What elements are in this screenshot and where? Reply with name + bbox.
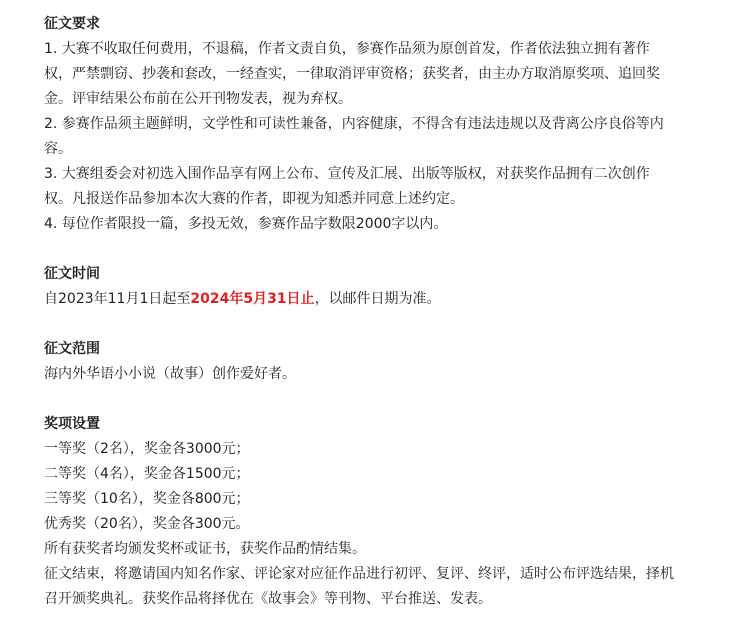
award-line-third: 三等奖（10名），奖金各800元； [44,491,250,507]
award-judging-note: 召开颁奖典礼。获奖作品将择优在《故事会》等刊物、平台推送、发表。 [44,591,492,607]
scope-text: 海内外华语小小说（故事）创作爱好者。 [44,366,296,382]
award-judging-note: 征文结束，将邀请国内知名作家、评论家对应征作品进行初评、复评、终评，适时公布评选结果，择机 [44,566,674,582]
time-text [44,287,707,312]
requirements-line: 权，严禁剽窃、抄袭和套改，一经查实，一律取消评审资格；获奖者，由主办方取消原奖项、追回奖 [44,66,660,82]
requirements-line: 金。评审结果公布前在公开刊物发表，视为弃权。 [44,91,352,107]
scope-section [44,337,707,387]
requirements-heading: 征文要求 [44,16,100,32]
time-section [44,262,707,312]
requirements-section [44,12,707,237]
award-line-excellence: 优秀奖（20名），奖金各300元。 [44,516,250,532]
requirements-line: 4. 每位作者限投一篇，多投无效，参赛作品字数限2000字以内。 [44,216,448,232]
scope-heading: 征文范围 [44,341,100,357]
requirements-line: 容。 [44,141,72,157]
section-spacer [44,237,707,262]
requirements-line: 2. 参赛作品须主题鲜明，文学性和可读性兼备，内容健康，不得含有违法违规以及背离公序良俗等内 [44,116,664,132]
award-line-first: 一等奖（2名），奖金各3000元； [44,441,250,457]
time-heading: 征文时间 [44,266,100,282]
section-spacer [44,387,707,412]
requirements-line: 1. 大赛不收取任何费用，不退稿，作者文责自负，参赛作品须为原创首发，作者依法独立拥有著作 [44,41,650,57]
award-line-second: 二等奖（4名），奖金各1500元； [44,466,250,482]
awards-section [44,412,707,612]
time-prefix: 自2023年11月1日起至 [44,291,191,307]
time-suffix: ，以邮件日期为准。 [314,291,441,307]
requirements-line: 权。凡报送作品参加本次大赛的作者，即视为知悉并同意上述约定。 [44,191,464,207]
requirements-line: 3. 大赛组委会对初选入围作品享有网上公布、宣传及汇展、出版等版权，对获奖作品拥有二次创作 [44,166,650,182]
section-spacer [44,312,707,337]
award-certificate-note: 所有获奖者均颁发奖杯或证书，获奖作品酌情结集。 [44,541,366,557]
deadline-highlight: 2024年5月31日止 [190,291,315,307]
awards-heading: 奖项设置 [44,416,100,432]
